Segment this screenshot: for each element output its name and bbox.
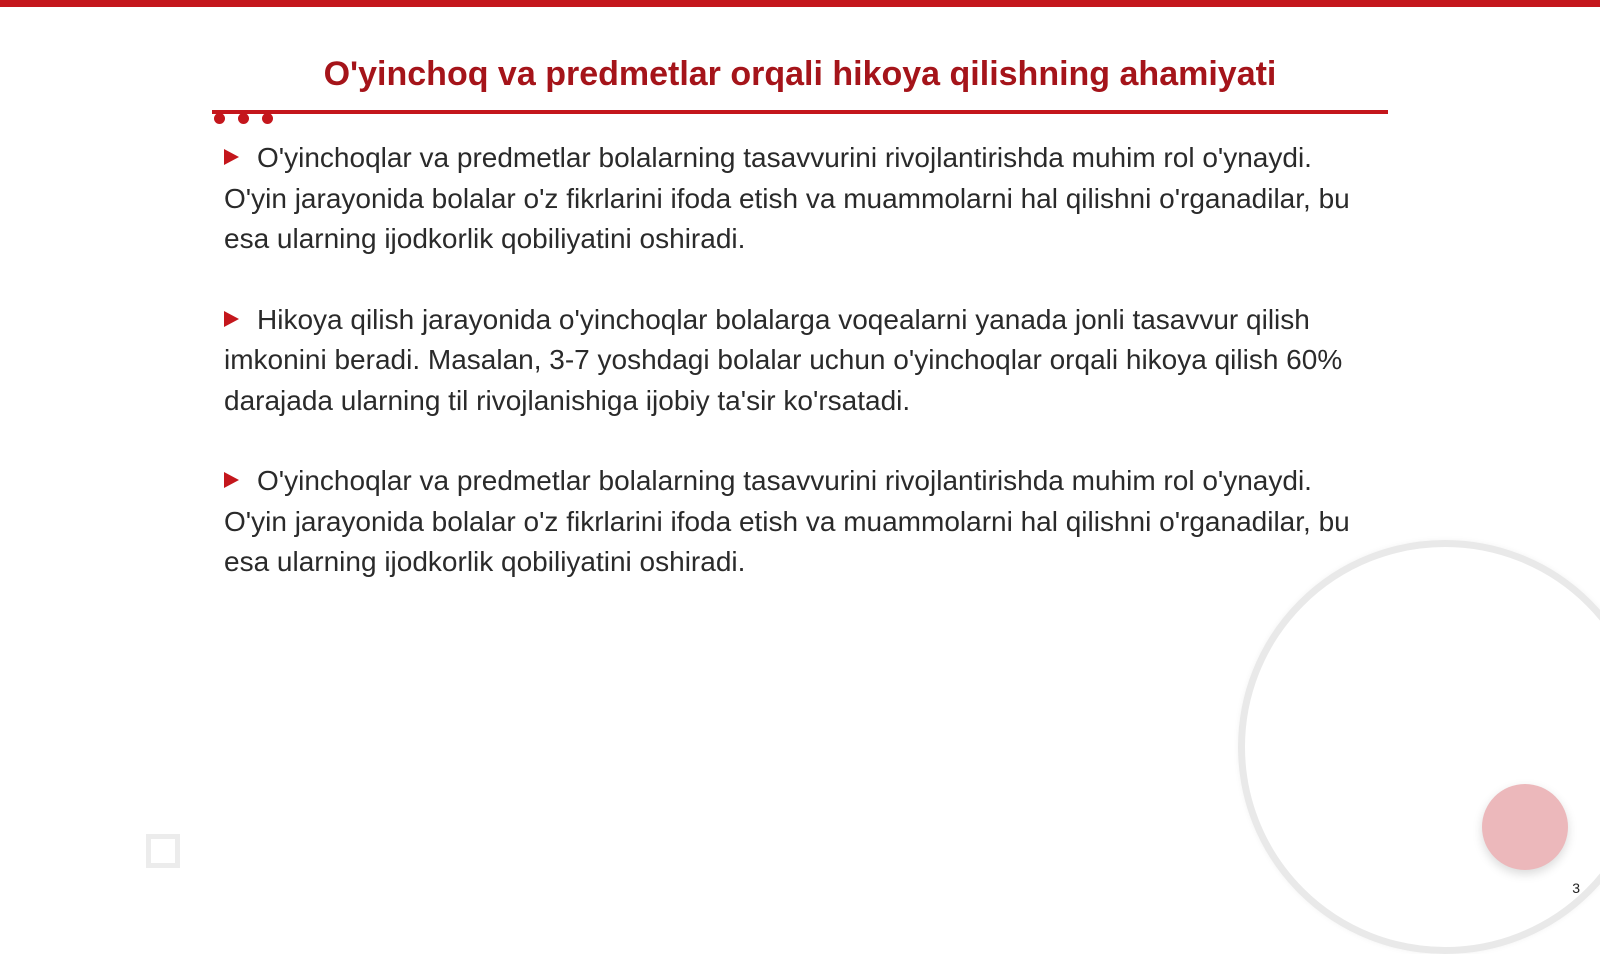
top-accent-bar (0, 0, 1600, 7)
bullet-paragraph (224, 138, 1364, 260)
decorative-dot (238, 113, 249, 124)
decorative-square (146, 834, 180, 868)
page-number: 3 (1572, 880, 1580, 896)
slide-title: O'yinchoq va predmetlar orqali hikoya qilishning ahamiyati (323, 55, 1277, 93)
triangle-right-icon (224, 149, 239, 165)
bullet-paragraph (224, 300, 1364, 422)
triangle-right-icon (224, 311, 239, 327)
bullet-paragraph (224, 461, 1364, 583)
decorative-circle (1482, 784, 1568, 870)
paragraph-text: O'yinchoqlar va predmetlar bolalarning tasavvurini rivojlantirishda muhim rol o'ynaydi. O'yin jarayonida bolalar o'z fikrlarini ifoda etish va muammolarni hal qilishni o'rganadilar, bu esa ularning ijodkorlik qobiliyatini oshiradi. (224, 465, 1350, 577)
title-underline (212, 110, 1388, 114)
paragraph-text: O'yinchoqlar va predmetlar bolalarning tasavvurini rivojlantirishda muhim rol o'ynaydi. O'yin jarayonida bolalar o'z fikrlarini ifoda etish va muammolarni hal qilishni o'rganadilar, bu esa ularning ijodkorlik qobiliyatini oshiradi. (224, 142, 1350, 254)
slide-content (224, 138, 1364, 623)
decorative-dot (214, 113, 225, 124)
paragraph-text: Hikoya qilish jarayonida o'yinchoqlar bolalarga voqealarni yanada jonli tasavvur qilish imkonini beradi. Masalan, 3-7 yoshdagi bolalar uchun o'yinchoqlar orqali hikoya qilish 60% darajada ularning til rivojlanishiga ijobiy ta'sir ko'rsatadi. (224, 303, 1343, 416)
triangle-right-icon (224, 472, 239, 488)
decorative-dot (262, 113, 273, 124)
